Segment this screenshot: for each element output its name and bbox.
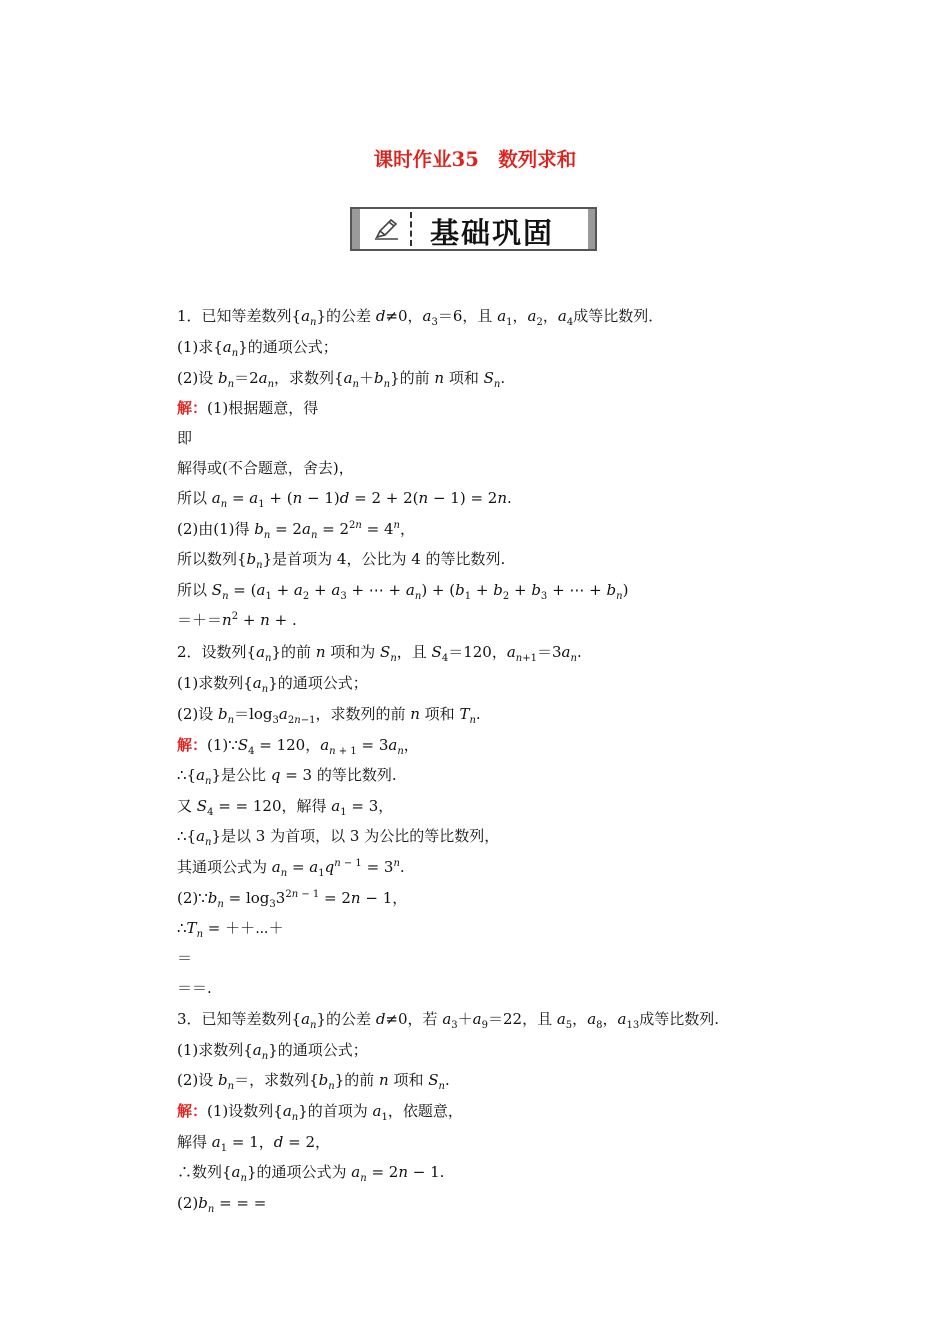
line-text: 即 xyxy=(177,429,193,447)
answer-label: 解： xyxy=(177,1102,208,1120)
banner-label: 基础巩固 xyxy=(430,216,555,250)
text-line xyxy=(177,610,297,630)
line-text: (2)由(1)得 $b_n = 2a_n = 2^{2n} = 4^n$， xyxy=(177,520,415,541)
line-text: $(2)b_n$ = = = xyxy=(177,1194,267,1215)
line-text: $(1)\because S_4 = 120$，$a_{n + 1} = 3a_n$， xyxy=(207,736,419,757)
line-text: $=+=n^2 + n$ + . xyxy=(177,611,297,629)
text-line xyxy=(177,826,499,846)
line-text: $\therefore\{a_n\}$是公比 q = 3 的等比数列. xyxy=(177,766,397,787)
text-line xyxy=(177,673,368,693)
text-line xyxy=(177,368,505,388)
text-line xyxy=(177,580,628,600)
line-text: (2)设 $b_n=$，求数列$\{b_n\}$的前 n 项和 $S_n$. xyxy=(177,1071,450,1092)
text-line xyxy=(177,796,393,816)
line-text: $(2)\because b_n = \log_33^{2n - 1} = 2n - 1$， xyxy=(177,889,408,910)
text-line xyxy=(177,488,512,508)
answer-label: 解： xyxy=(177,399,208,417)
pencil-icon xyxy=(374,218,400,240)
text-line xyxy=(177,857,405,877)
text-line xyxy=(177,1162,444,1182)
line-text: ∴数列$\{a_n\}$的通项公式为 $a_n = 2n - 1$. xyxy=(177,1163,445,1184)
text-line xyxy=(177,888,407,908)
text-line xyxy=(177,337,338,357)
line-text: (1)设数列$\{a_n\}$的首项为 $a_1$，依题意， xyxy=(207,1102,463,1123)
line-text: ＝＝. xyxy=(177,979,212,997)
answer-line xyxy=(177,398,318,418)
text-line xyxy=(177,704,481,724)
line-text: ＝ xyxy=(177,949,193,967)
line-text: 解得或(不合题意，舍去)， xyxy=(177,459,354,477)
text-line xyxy=(177,1070,450,1090)
text-line xyxy=(177,1009,719,1029)
line-text: $\therefore\{a_n\}$是以 3 为首项，以 3 为公比的等比数列， xyxy=(177,827,500,848)
line-text: 所以 $S_n = (a_1 + a_2 + a_3$ + ⋯ + $a_n) + (b_1 + b_2 + b_3$ + ⋯ + $b_n$) xyxy=(177,581,629,602)
text-line xyxy=(177,978,212,998)
line-text: 又 $S_4$ = = 120，解得 $a_1 = 3$， xyxy=(177,797,394,818)
text-line xyxy=(177,642,582,662)
text-line xyxy=(177,1193,266,1213)
line-text: (1)根据题意，得 xyxy=(207,399,319,417)
page-title: 课时作业35 数列求和 xyxy=(373,148,577,171)
answer-label: 解： xyxy=(177,736,208,754)
line-text: 2．设数列$\{a_n\}$的前 n 项和为 $S_n$，且 $S_4=120$，$a_{n+1}=3a_n$. xyxy=(177,643,582,664)
line-text: 其通项公式为 $a_n = a_1q^{n - 1} = 3^n$. xyxy=(177,858,405,879)
text-line xyxy=(177,765,397,785)
text-line xyxy=(177,918,284,938)
answer-line xyxy=(177,735,419,755)
text-line xyxy=(177,549,505,569)
line-text: 3．已知等差数列$\{a_n\}$的公差 d≠0，若 $a_3+a_9=22$，且 $a_5$，$a_8$，$a_{13}$成等比数列. xyxy=(177,1010,719,1031)
section-banner xyxy=(350,207,597,251)
line-text: 解得 $a_1 = 1$，d = 2， xyxy=(177,1133,331,1154)
line-text: 所以 $a_n = a_1 + (n - 1)d = 2 + 2(n - 1) = 2n$. xyxy=(177,489,512,510)
line-text: (2)设 $b_n=\log_3a_{2n-1}$，求数列的前 n 项和 $T_n$. xyxy=(177,705,481,726)
text-line xyxy=(177,519,415,539)
line-text: 1．已知等差数列$\{a_n\}$的公差 d≠0，$a_3=6$，且 $a_1$，$a_2$，$a_4$成等比数列． xyxy=(177,307,664,328)
text-line xyxy=(177,948,192,968)
line-text: 所以数列$\{b_n\}$是首项为 4，公比为 4 的等比数列. xyxy=(177,550,506,571)
text-line xyxy=(177,458,354,478)
text-line xyxy=(177,1040,368,1060)
text-line xyxy=(177,306,663,326)
text-line xyxy=(177,1132,330,1152)
line-text: (2)设 $b_n=2a_n$，求数列$\{a_n+b_n\}$的前 n 项和 $S_n$. xyxy=(177,369,506,390)
line-text: (1)求数列$\{a_n\}$的通项公式； xyxy=(177,674,368,695)
line-text: (1)求数列$\{a_n\}$的通项公式； xyxy=(177,1041,368,1062)
line-text: (1)求$\{a_n\}$的通项公式； xyxy=(177,338,338,359)
answer-line xyxy=(177,1101,463,1121)
line-text: $\therefore T_n$ = ＋＋⋯＋ xyxy=(177,919,284,940)
text-line xyxy=(177,428,192,448)
